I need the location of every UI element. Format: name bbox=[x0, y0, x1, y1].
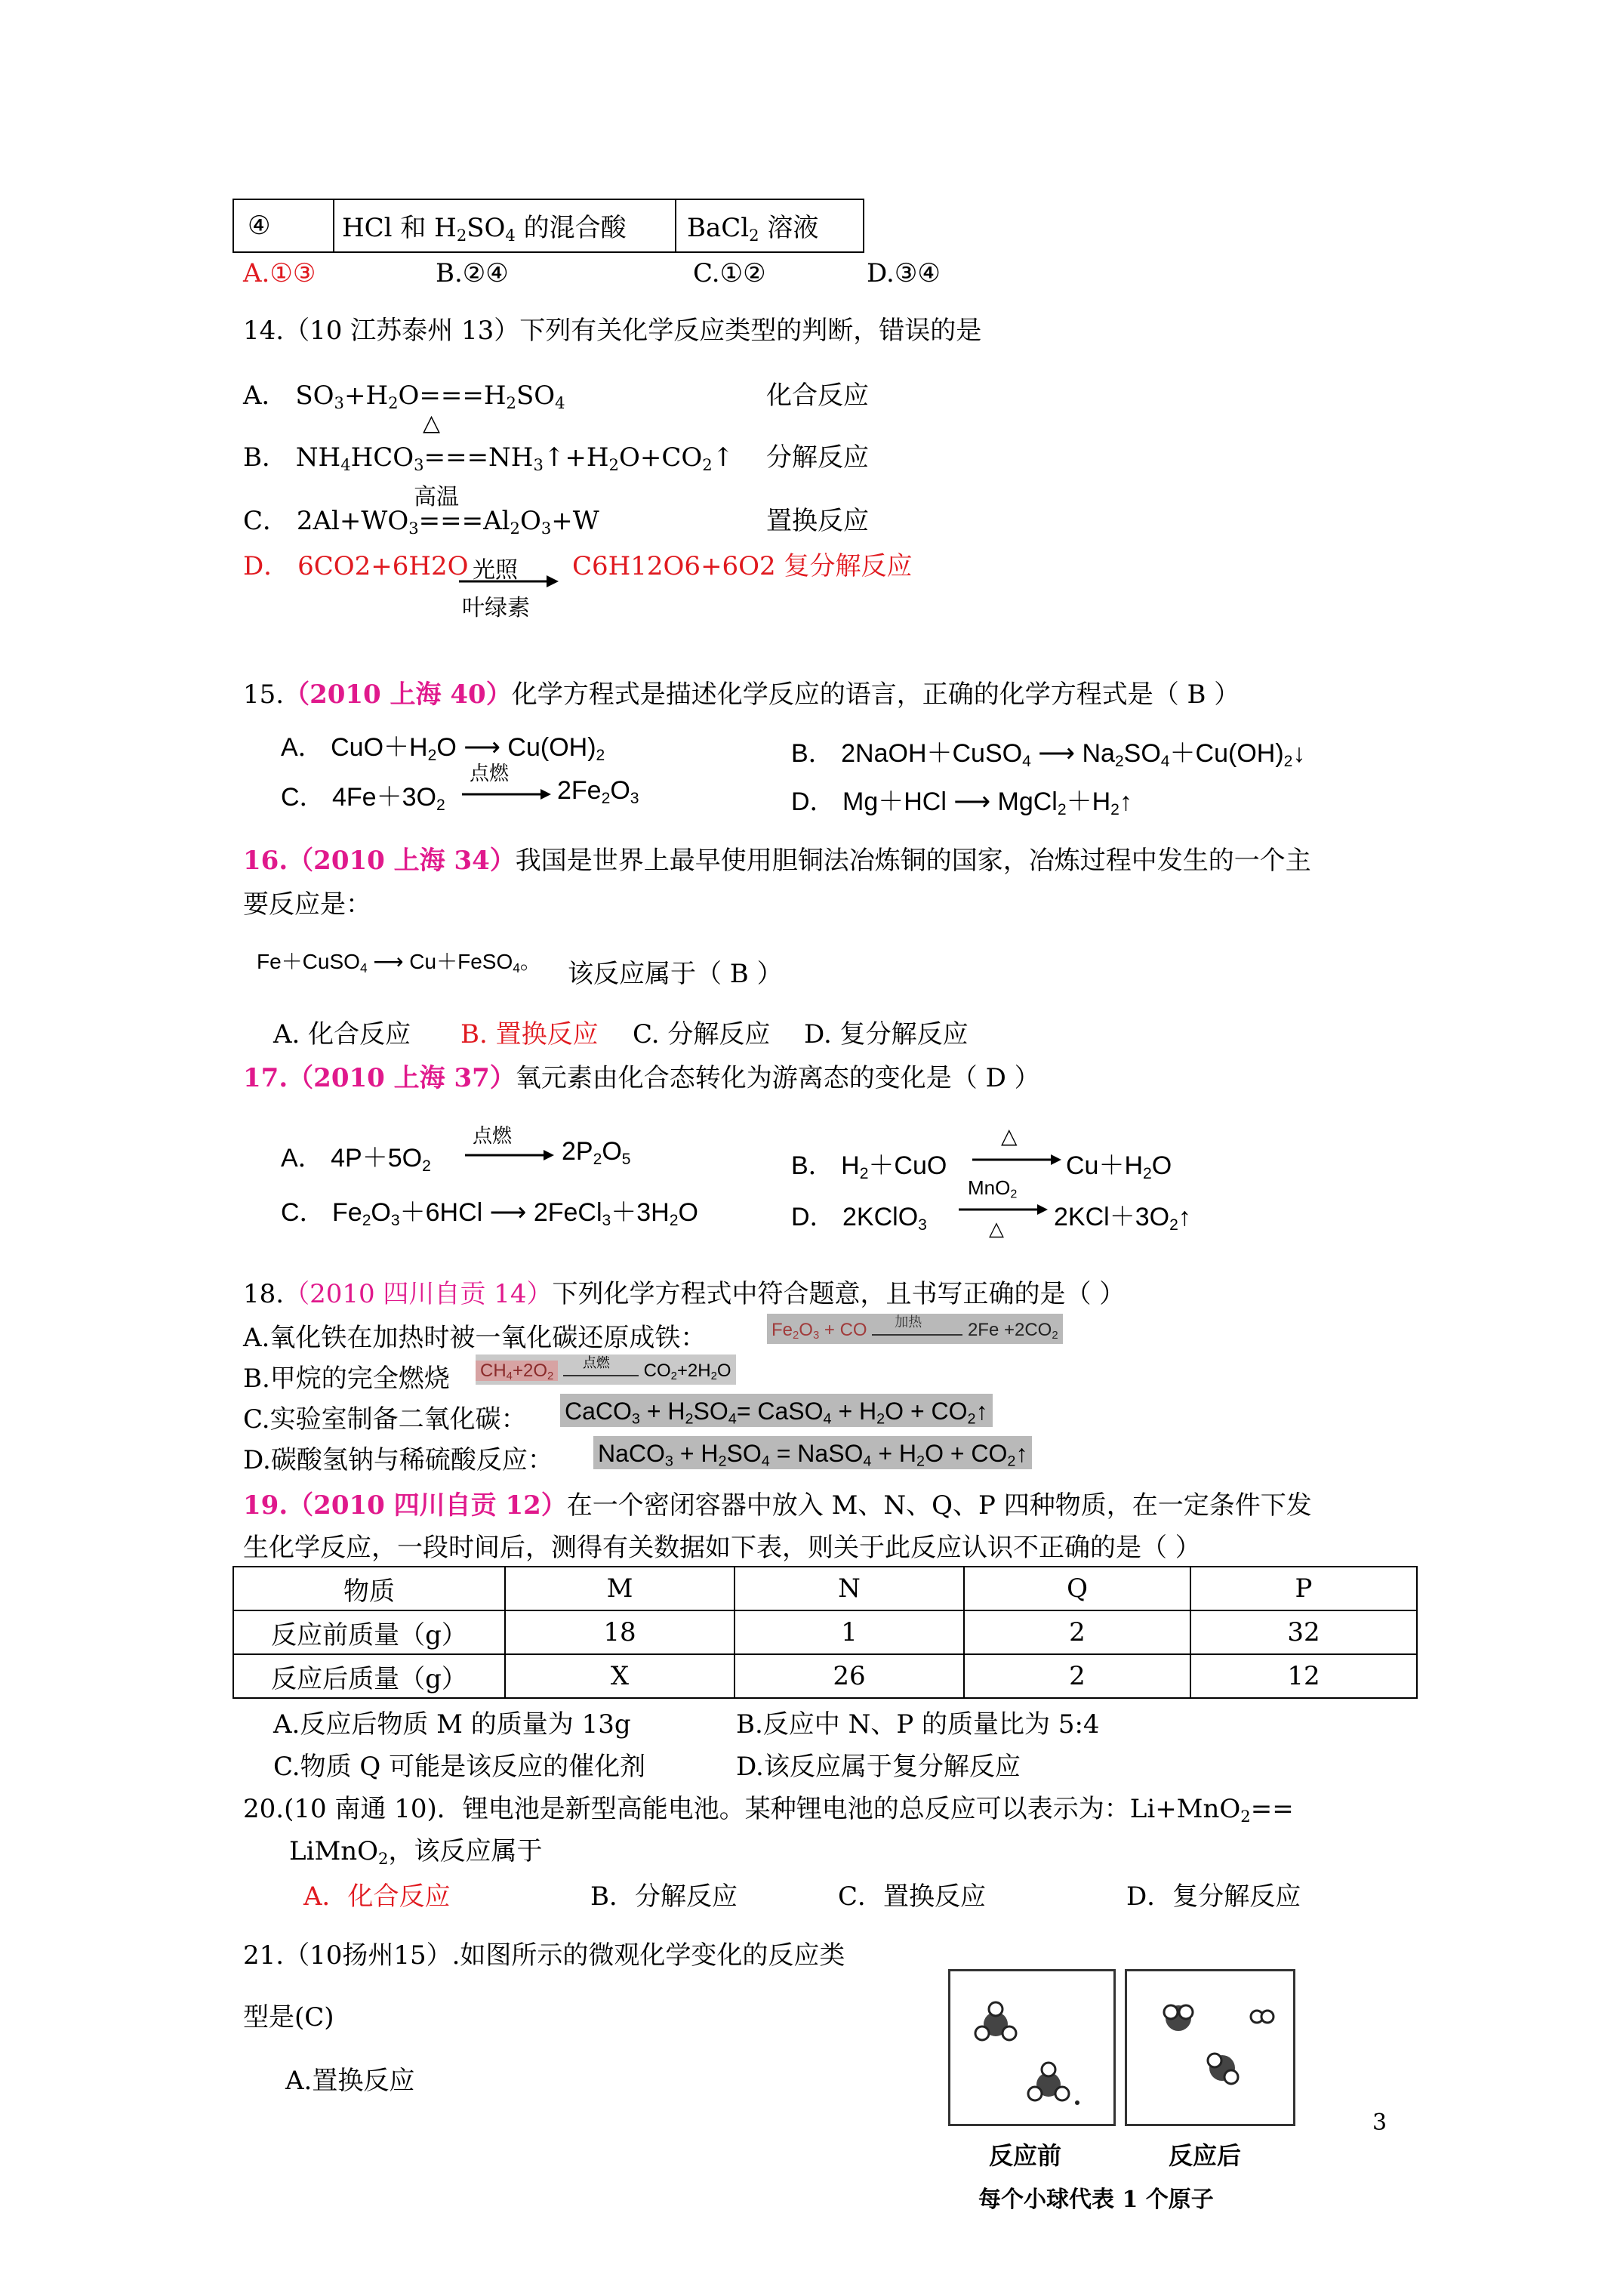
table-row bbox=[233, 1610, 1417, 1654]
q15-option-d: D． Mg＋HCl ⟶ $MgCl_2+H_2↑$ bbox=[791, 787, 1132, 818]
figure-before-frame bbox=[948, 1969, 1116, 2126]
q14-option-a-type: 化合反应 bbox=[766, 381, 869, 411]
q14-option-a: A． $SO_3+H_2O===H_2SO_4$ bbox=[243, 381, 565, 412]
q16-option-d: D. 复分解反应 bbox=[804, 1019, 969, 1049]
q15-option-b: B． 2NaOH＋CuSO$_4$ ⟶ $Na_2SO_4+Cu(OH)_2↓$ bbox=[791, 739, 1306, 770]
q13-option-d: D.③④ bbox=[867, 258, 941, 288]
page-number: 3 bbox=[1372, 2110, 1387, 2136]
table-cell: X bbox=[505, 1654, 735, 1698]
q18-option-a-equation bbox=[767, 1314, 1063, 1344]
reaction-arrow-icon bbox=[957, 1202, 1048, 1217]
table-cell: 26 bbox=[735, 1654, 964, 1698]
q16-source: （2010 上海 34） bbox=[288, 846, 516, 876]
table-row bbox=[233, 1567, 1417, 1610]
q19-source: （2010 四川自贡 12） bbox=[288, 1490, 567, 1521]
q19-option-a: A.反应后物质 M 的质量为 13g bbox=[273, 1709, 631, 1740]
q16-text: 我国是世界上最早使用胆铜法冶炼铜的国家，冶炼过程中发生的一个主 bbox=[515, 846, 1311, 876]
q14-option-c-type: 置换反应 bbox=[766, 506, 869, 536]
table-cell: 反应前质量（g） bbox=[233, 1610, 505, 1654]
q18-option-d-text: D.碳酸氢钠与稀硫酸反应： bbox=[243, 1445, 553, 1475]
q16-option-a: A. 化合反应 bbox=[273, 1019, 411, 1049]
q16-option-c: C. 分解反应 bbox=[633, 1019, 771, 1049]
top-table-test: BaCl$_2$ 溶液 bbox=[676, 199, 864, 252]
table-cell: 18 bbox=[505, 1610, 735, 1654]
q16-stem-line2: 要反应是： bbox=[243, 889, 371, 920]
q15-stem bbox=[243, 673, 1240, 710]
q21-option-a: A.置换反应 bbox=[285, 2066, 415, 2096]
q18-stem bbox=[243, 1273, 1125, 1310]
q17-num: 17. bbox=[243, 1063, 288, 1093]
q18-b-left: $CH_4+2O_2$ bbox=[476, 1361, 558, 1381]
q16-option-b: B. 置换反应 bbox=[460, 1019, 599, 1049]
q14-d-arrow-bottom: 叶绿素 bbox=[462, 595, 530, 621]
q14-option-c-condition: 高温 bbox=[414, 484, 459, 510]
q17-option-c: C． $Fe_2O_3+6HCl$ ⟶ $2FeCl_3+3H_2O$ bbox=[281, 1198, 698, 1229]
figure-after-frame bbox=[1125, 1969, 1295, 2126]
q15-num: 15. bbox=[243, 680, 285, 710]
q20-line2: LiMnO$_2$，该反应属于 bbox=[289, 1836, 543, 1868]
q15-text: 化学方程式是描述化学反应的语言，正确的化学方程式是（ B ） bbox=[511, 680, 1240, 710]
q18-a-arrow bbox=[872, 1314, 962, 1336]
q15-option-c-right: $2Fe_2O_3$ bbox=[557, 776, 639, 807]
q18-source: （2010 四川自贡 14） bbox=[284, 1279, 553, 1309]
q18-b-arrow bbox=[563, 1355, 639, 1376]
q15-option-c-left: C． $4Fe+3O_2$ bbox=[281, 783, 445, 814]
q14-stem: 14.（10 江苏泰州 13）下列有关化学反应类型的判断，错误的是 bbox=[243, 316, 982, 346]
q18-option-c-text: C.实验室制备二氧化碳： bbox=[243, 1404, 527, 1435]
q20-option-d: D．复分解反应 bbox=[1126, 1881, 1301, 1912]
table-header-cell: N bbox=[735, 1567, 964, 1610]
reaction-arrow-icon bbox=[460, 787, 551, 802]
table-header-cell: 物质 bbox=[233, 1567, 505, 1610]
q16-equation: Fe＋CuSO$_4$ ⟶ Cu＋FeSO$_4$。 bbox=[257, 950, 541, 975]
table-row bbox=[233, 1654, 1417, 1698]
q19-option-c: C.物质 Q 可能是该反应的催化剂 bbox=[273, 1752, 646, 1782]
figure-after-label: 反应后 bbox=[1169, 2141, 1242, 2170]
q20-option-b: B．分解反应 bbox=[590, 1881, 738, 1912]
q18-a-left: $Fe_2O_3$ + CO bbox=[771, 1320, 867, 1342]
q17-text: 氧元素由化合态转化为游离态的变化是（ D ） bbox=[515, 1063, 1040, 1093]
q16-stem-line1 bbox=[243, 840, 1311, 877]
q18-option-d-equation: NaCO$_3$ + $H_2SO_4$ = NaSO$_4$ + $H_2O$ + $CO_2↑$ bbox=[593, 1436, 1032, 1469]
q17-option-d-condition-bottom: △ bbox=[989, 1217, 1004, 1240]
q19-option-d: D.该反应属于复分解反应 bbox=[736, 1752, 1021, 1782]
q17-option-a-condition: 点燃 bbox=[473, 1124, 513, 1147]
q13-option-c: C.①② bbox=[693, 258, 766, 288]
q20-line1: 20.(10 南通 10)．锂电池是新型高能电池。某种锂电池的总反应可以表示为：Li+MnO$_2$== bbox=[243, 1794, 1294, 1826]
top-table-num: ④ bbox=[233, 199, 334, 252]
q16-ask: 该反应属于（ B ） bbox=[568, 959, 783, 989]
q19-num: 19. bbox=[243, 1490, 288, 1521]
q18-b-cond: 点燃 bbox=[582, 1355, 610, 1370]
q18-option-a-text: A.氧化铁在加热时被一氧化碳还原成铁： bbox=[243, 1323, 707, 1353]
q18-num: 18. bbox=[243, 1279, 285, 1309]
q19-text1: 在一个密闭容器中放入 M、N、Q、P 四种物质，在一定条件下发 bbox=[566, 1490, 1312, 1521]
q18-option-c-equation: CaCO$_3$ + $H_2SO_4=$ CaSO$_4$ + $H_2O$ + $CO_2↑$ bbox=[560, 1394, 993, 1427]
figure-before-label: 反应前 bbox=[989, 2141, 1062, 2170]
q14-option-d-left: D． 6CO2+6H2O bbox=[243, 551, 469, 581]
table-cell: 12 bbox=[1190, 1654, 1417, 1698]
q18-option-b-text: B.甲烷的完全燃烧 bbox=[243, 1364, 450, 1394]
q20-option-c: C．置换反应 bbox=[838, 1881, 987, 1912]
q17-option-d-right: $2KCl+3O_2↑$ bbox=[1054, 1203, 1191, 1234]
q17-option-d-left: D． 2KClO$_3$ bbox=[791, 1203, 927, 1234]
q21-line1: 21.（10扬州15）.如图所示的微观化学变化的反应类 bbox=[243, 1940, 845, 1971]
reaction-arrow-icon bbox=[463, 1148, 554, 1163]
table-cell: 1 bbox=[735, 1610, 964, 1654]
q17-source: （2010 上海 37） bbox=[288, 1063, 516, 1093]
table-cell: 2 bbox=[964, 1654, 1190, 1698]
q18-b-right: $CO_2+2H_2O$ bbox=[643, 1361, 731, 1383]
q18-a-cond: 加热 bbox=[895, 1314, 922, 1330]
table-header-cell: P bbox=[1190, 1567, 1417, 1610]
q15-option-a: A． $CuO+H_2O$ ⟶ $Cu(OH)_2$ bbox=[281, 733, 605, 764]
q13-option-b: B.②④ bbox=[436, 258, 509, 288]
q18-option-b-equation bbox=[476, 1354, 736, 1385]
table-header-cell: M bbox=[505, 1567, 735, 1610]
q14-option-c: C． $2Al+WO_3===Al_2O_3+W$ bbox=[243, 506, 599, 538]
q14-d-arrow-top: 光照 bbox=[473, 557, 518, 584]
table-cell: 32 bbox=[1190, 1610, 1417, 1654]
q14-option-b-type: 分解反应 bbox=[766, 442, 869, 473]
q16-num: 16. bbox=[243, 846, 288, 876]
q17-option-b-right: $Cu+H_2O$ bbox=[1066, 1151, 1172, 1182]
q17-stem bbox=[243, 1057, 1040, 1094]
q21-line2: 型是(C) bbox=[243, 2002, 334, 2032]
figure-caption: 每个小球代表 1 个原子 bbox=[978, 2187, 1214, 2213]
q15-option-c-condition: 点燃 bbox=[470, 762, 510, 784]
table-header-cell: Q bbox=[964, 1567, 1190, 1610]
q17-option-d-condition-top: MnO$_2$ bbox=[968, 1176, 1018, 1201]
table-cell: 2 bbox=[964, 1610, 1190, 1654]
q19-data-table bbox=[233, 1566, 1418, 1699]
q20-option-a: A．化合反应 bbox=[303, 1881, 451, 1912]
table-cell: 反应后质量（g） bbox=[233, 1654, 505, 1698]
molecule-before-icon bbox=[950, 1971, 1113, 2124]
q19-option-b: B.反应中 N、P 的质量比为 5:4 bbox=[736, 1709, 1100, 1740]
q14-option-d-right: C6H12O6+6O2 复分解反应 bbox=[572, 551, 913, 581]
q14-option-b: B． $NH_4HCO_3===NH_3↑+H_2O+CO_2↑$ bbox=[243, 442, 735, 474]
q17-option-a-left: A． $4P+5O_2$ bbox=[281, 1144, 431, 1175]
q13-option-a: A.①③ bbox=[243, 258, 316, 288]
q17-option-b-condition: △ bbox=[1001, 1124, 1018, 1148]
molecule-after-icon bbox=[1127, 1971, 1293, 2124]
q15-source: （2010 上海 40） bbox=[284, 680, 512, 710]
q19-stem-line2: 生化学反应，一段时间后，测得有关数据如下表，则关于此反应认识不正确的是（ ） bbox=[243, 1533, 1201, 1563]
q18-a-right: $2Fe +2CO_2$ bbox=[967, 1320, 1058, 1342]
q14-option-b-condition: △ bbox=[423, 410, 441, 436]
top-table-reagent: HCl 和 $H_2SO_4$ 的混合酸 bbox=[334, 199, 676, 252]
reaction-arrow-icon bbox=[971, 1152, 1061, 1167]
q19-stem-line1 bbox=[243, 1484, 1312, 1521]
q18-text: 下列化学方程式中符合题意，且书写正确的是（ ） bbox=[552, 1279, 1126, 1309]
q17-option-a-right: $2P_2O_5$ bbox=[562, 1137, 631, 1168]
top-table-fragment bbox=[233, 199, 864, 253]
q17-option-b-left: B． $H_2+CuO$ bbox=[791, 1151, 947, 1182]
